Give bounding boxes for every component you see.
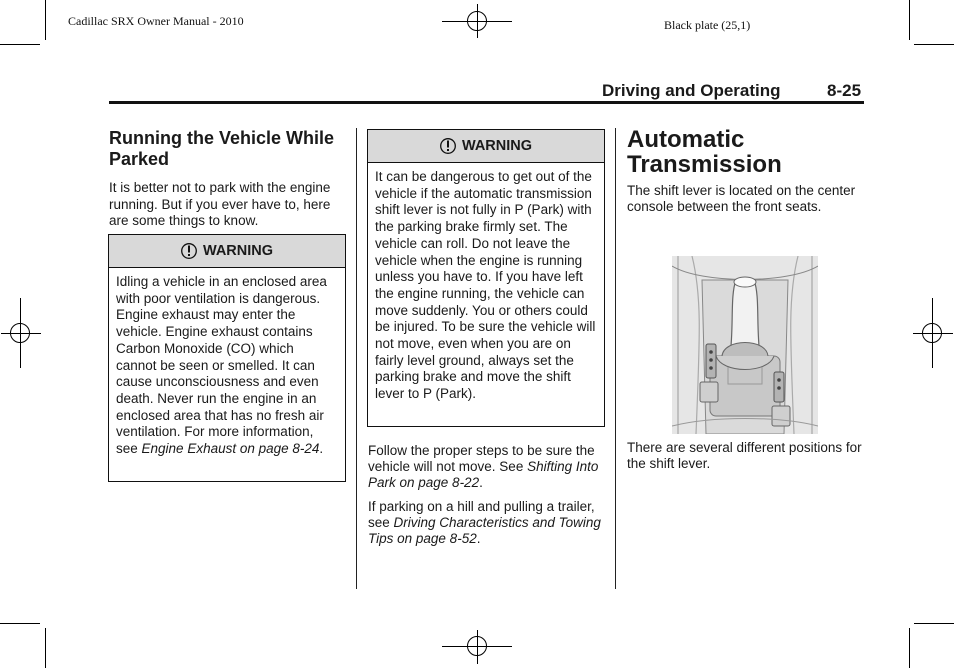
column-2-text <box>368 443 604 547</box>
cross-reference-link[interactable]: Shifting Into Park on page 8-22 <box>368 459 599 490</box>
illustration-caption: There are several different positions for the shift lever. <box>627 440 862 471</box>
section-title: Running the Vehicle While Parked <box>109 128 335 169</box>
crop-mark <box>909 628 910 668</box>
cross-reference-link[interactable]: Driving Characteristics and Towing Tips on page 8-52 <box>368 515 601 546</box>
print-meta-left: Cadillac SRX Owner Manual - 2010 <box>68 14 244 28</box>
crop-mark <box>45 628 46 668</box>
warning-text: Idling a vehicle in an enclosed area with poor ventilation is dangerous. Engine exhaust may enter the vehicle. Engine exhaust contains Carbon Monoxide (CO) which cannot be seen or smelled. It can cause unconsciousness and even death. Never run the engine in an enclosed area that has no fresh air ventilation. For more information, see <box>116 274 327 457</box>
paragraph: Follow the proper steps to be sure the vehicle will not move. See Shifting Into Park on page 8-22. <box>368 443 599 490</box>
crop-mark <box>0 44 40 45</box>
crop-mark <box>0 623 40 624</box>
column-divider <box>356 128 357 589</box>
page-number: 8-25 <box>827 81 862 100</box>
crop-mark <box>909 0 910 40</box>
crop-mark <box>914 44 954 45</box>
warning-header <box>109 235 345 268</box>
intro-paragraph: It is better not to park with the engine running. But if you ever have to, here are some things to know. <box>109 180 331 229</box>
print-meta-right: Black plate (25,1) <box>664 18 751 32</box>
warning-icon <box>440 137 456 155</box>
paragraph: If parking on a hill and pulling a trailer, see Driving Characteristics and Towing Tips on page 8-52. <box>368 499 601 546</box>
section-name: Driving and Operating <box>602 81 781 100</box>
warning-label: WARNING <box>202 243 274 259</box>
cross-reference-link[interactable]: Engine Exhaust on page 8-24 <box>141 441 320 457</box>
header-rule <box>109 101 864 104</box>
warning-icon <box>181 242 197 260</box>
warning-label: WARNING <box>461 138 533 154</box>
section-title: Automatic Transmission <box>627 126 782 178</box>
crop-mark <box>914 623 954 624</box>
column-divider <box>615 128 616 589</box>
shift-lever-illustration <box>672 256 818 434</box>
warning-header <box>368 130 604 163</box>
warning-box-exhaust <box>108 234 346 482</box>
warning-box-park <box>367 129 605 427</box>
intro-paragraph: The shift lever is located on the center console between the front seats. <box>627 183 856 214</box>
warning-body: It can be dangerous to get out of the vehicle if the automatic transmission shift lever is not fully in P (Park) with the parking brake firmly set. The vehicle can roll. Do not leave the vehicle when the engine is running unless you have to. If you have left the engine running, the vehicle can move suddenly. You or others could be injured. To be sure the vehicle will not move, even when you are on fairly level ground, always set the parking brake and move the shift lever to P (Park). <box>375 169 596 402</box>
crop-mark <box>45 0 46 40</box>
column-1 <box>109 128 347 230</box>
column-3 <box>627 127 867 214</box>
warning-body: Idling a vehicle in an enclosed area with poor ventilation is dangerous. Engine exhaust may enter the vehicle. Engine exhaust contains Carbon Monoxide (CO) which cannot be seen or smelled. It can cause unconsciousness and even death. Never run the engine in an enclosed area that has no fresh air ventilation. For more information, see Engine Exhaust on page 8-24. <box>116 274 327 457</box>
